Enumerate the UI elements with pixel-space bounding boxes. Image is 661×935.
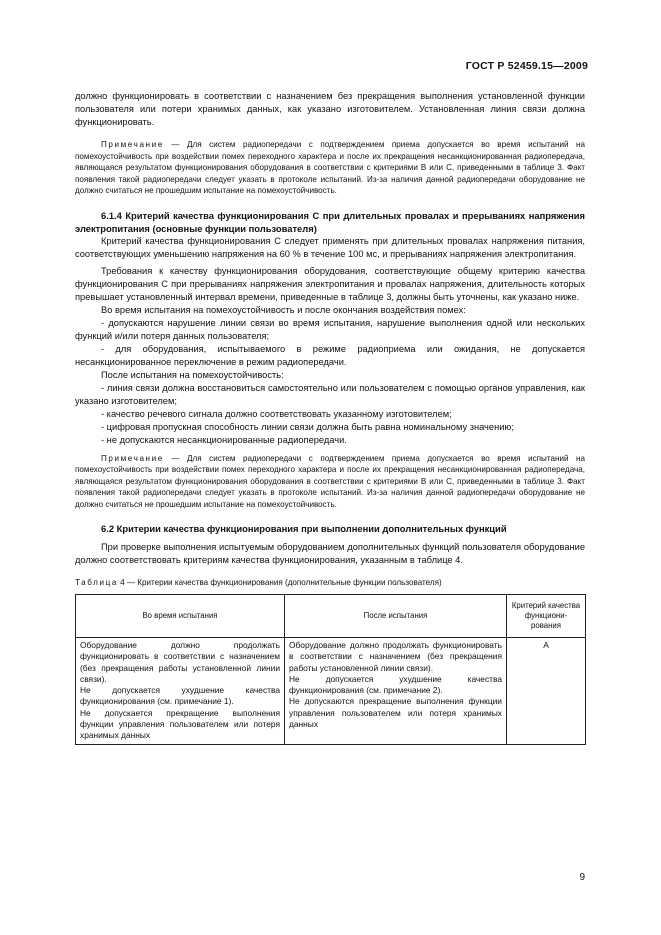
cell-after (285, 638, 507, 745)
note-2-label: Примечание (101, 453, 164, 463)
intro-paragraph: должно функционировать в соответствии с назначением без прекращения выполнения установленной функции пользователя или потери хранимых данных, как указано изготовителем. Установленная линия связи должна функционировать. (75, 91, 585, 127)
section-6-1-4-para-3: Во время испытания на помехоустойчивость и после окончания воздействия помех: (101, 304, 466, 315)
table-4-caption (75, 577, 585, 588)
section-6-1-4-para-2: Требования к качеству функционирования оборудования, соответствующие общему критерию качества функционирования С при прерываниях напряжения электропитания и провалах напряжения, длительность которых превышает установленный интервал времени, приведенные в таблице 3, должны быть уточнены, как указано ниже. (75, 265, 585, 302)
bullet-during-2: - для оборудования, испытываемого в режиме радиоприема или ожидания, не допускается несанкционированное переключение в режим радиопередачи. (75, 343, 585, 367)
note-2 (75, 453, 585, 511)
during-line-3: Не допускается прекращение выполнения функции управления пользователем или потеря хранимых данных (80, 707, 280, 741)
during-line-2: Не допускается ухудшение качества функционирования (см. примечание 1). (80, 685, 280, 707)
page-content (75, 90, 585, 745)
bullet-after-4: - не допускаются несанкционированные радиопередачи. (101, 434, 347, 445)
bullet-after-3: - цифровая пропускная способность линии связи должна быть равна номинальному значению; (101, 421, 514, 432)
after-line-2: Не допускается ухудшение качества функционирования (см. примечание 2). (289, 673, 502, 696)
after-line-3: Не допускаются прекращение выполнения функции управления пользователем или потеря хранимых данных (289, 696, 502, 730)
section-6-1-4-para-1: Критерий качества функционирования С следует применять при длительных провалах напряжения питания, соответствующих уменьшению напряжения на 60 % в течение 100 мс, и прерываниях напряжения электропитания. (75, 235, 585, 259)
section-6-1-4-heading: 6.1.4 Критерий качества функционирования С при длительных провалах и прерываниях напряжения электропитания (основные функции пользователя) (75, 209, 585, 234)
header-criterion: Критерий качества функциони-рования (507, 595, 586, 638)
table-4-caption-label: Таблица (75, 578, 118, 587)
bullet-during-1: - допускаются нарушение линии связи во время испытания, нарушение выполнения одной или нескольких функций и/или потеря данных пользователя; (75, 317, 585, 341)
table-row (76, 638, 586, 745)
cell-during (76, 638, 285, 745)
header-during-test: Во время испытания (76, 595, 285, 638)
note-1-text: — Для систем радиопередачи с подтверждением приема допускается во время испытаний на помехоустойчивость при воздействии помех переходного характера и после их прекращения несанкционированная радиопередача, являющаяся результатом функционирования оборудования в соответствии с критериями В или С, приведенными в таблице 3. Факт появления такой радиопередачи следует указать в протоколе испытаний. Из-за наличия данной радиопередачи оборудование не должно считаться не прошедшим испытание на помехоустойчивость. (75, 140, 585, 195)
page-number: 9 (579, 872, 585, 883)
note-1-label: Примечание (101, 140, 164, 149)
header-after-test: После испытания (285, 595, 507, 638)
table-4 (75, 594, 586, 745)
document-code: ГОСТ Р 52459.15—2009 (465, 60, 588, 72)
bullet-after-1: - линия связи должна восстановиться самостоятельно или пользователем с помощью органов управления, как указано изготовителем; (75, 382, 585, 406)
after-line-1: Оборудование должно продолжать функционировать в соответствии с назначением (без прекращения работы установленной линии связи). (289, 640, 502, 673)
table-4-caption-text: 4 — Критерии качества функционирования (дополнительные функции пользователя) (117, 578, 442, 587)
note-2-text: — Для систем радиопередачи с подтверждением приема допускается во время испытаний на помехоустойчивость при воздействии помех переходного характера и после их прекращения несанкционированная радиопередача, являющаяся результатом функционирования оборудования в соответствии с критериями В или С, приведенными в таблице 3. Факт появления такой радиопередачи следует указать в протоколе испытаний. Из-за наличия данной радиопередачи оборудование не должно считаться не прошедшим испытание на помехоустойчивость. (75, 453, 585, 509)
note-1 (75, 139, 585, 197)
section-6-2-para: При проверке выполнения испытуемым оборудованием дополнительных функций пользователя оборудование должно соответствовать критериям качества функционирования, указанным в таблице 4. (75, 542, 585, 565)
section-6-2-heading: 6.2 Критерии качества функционирования при выполнении дополнительных функций (101, 523, 507, 534)
during-line-1: Оборудование должно продолжать функционировать в соответствии с назначением (без прекращения работы установленной линии связи). (80, 640, 280, 684)
cell-criterion: А (507, 638, 586, 745)
table-header-row (76, 595, 586, 638)
bullet-after-2: - качество речевого сигнала должно соответствовать указанному изготовителем; (101, 408, 452, 419)
section-6-1-4-para-4: После испытания на помехоустойчивость: (101, 369, 284, 380)
